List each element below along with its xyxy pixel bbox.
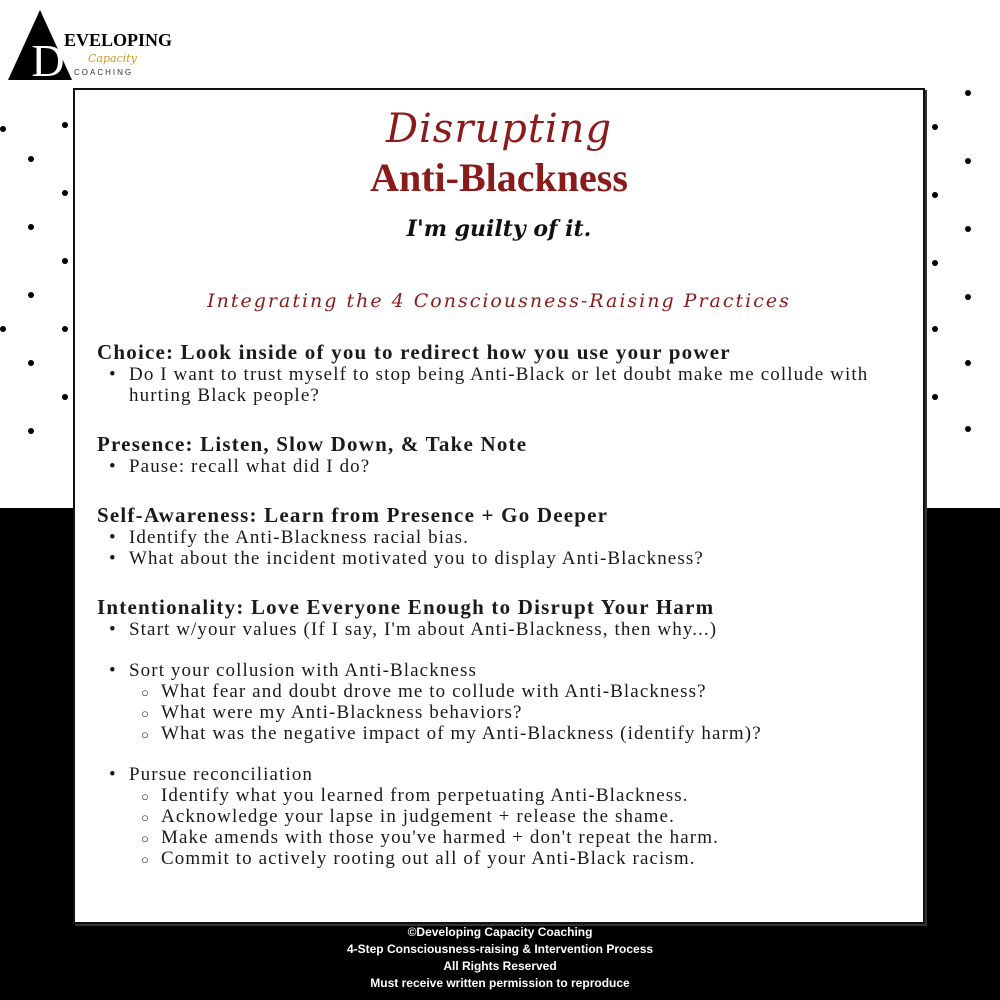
subtitle: Integrating the 4 Consciousness-Raising Practices	[207, 290, 791, 312]
sub-item: ○ What fear and doubt drove me to collude with Anti-Blackness?	[139, 681, 917, 702]
sub-item: ○ Acknowledge your lapse in judgement + release the shame.	[139, 806, 917, 827]
section-heading: Choice: Look inside of you to redirect how you use your power	[97, 340, 731, 364]
tagline: I'm guilty of it.	[406, 216, 592, 242]
title-script: Disrupting	[385, 106, 613, 152]
footer-line: 4-Step Consciousness-raising & Intervention Process	[346, 942, 654, 956]
section-heading: Self-Awareness: Learn from Presence + Go Deeper	[97, 503, 609, 527]
logo-letter: D	[31, 35, 65, 85]
list-item: • Start w/your values (If I say, I'm about Anti-Blackness, then why...)	[107, 619, 917, 640]
list-item	[107, 660, 917, 744]
section-choice	[97, 340, 917, 406]
list-item-text: Sort your collusion with Anti-Blackness	[129, 660, 477, 681]
section-self-awareness	[97, 503, 917, 569]
list-item: • What about the incident motivated you to display Anti-Blackness?	[107, 548, 917, 569]
list-item: • Pause: recall what did I do?	[107, 456, 917, 477]
sub-item: ○ What were my Anti-Blackness behaviors?	[139, 702, 917, 723]
sub-item: ○ Identify what you learned from perpetuating Anti-Blackness.	[139, 785, 917, 806]
developing-capacity-logo	[8, 10, 178, 85]
page-title: Anti-Blackness	[370, 155, 628, 200]
list-item: • Identify the Anti-Blackness racial bias.	[107, 527, 917, 548]
sub-item: ○ What was the negative impact of my Anti-Blackness (identify harm)?	[139, 723, 917, 744]
logo-script: Capacity	[88, 52, 137, 65]
list-item-text: Pursue reconciliation	[129, 764, 314, 785]
footer-line: Must receive written permission to reproduce	[370, 976, 630, 990]
footer-line: All Rights Reserved	[443, 959, 557, 973]
section-presence	[97, 432, 917, 477]
copyright-footer	[0, 924, 1000, 992]
section-heading: Presence: Listen, Slow Down, & Take Note	[97, 432, 528, 456]
footer-line: ©Developing Capacity Coaching	[407, 925, 593, 939]
content-card	[73, 88, 925, 924]
logo-tag: COACHING	[74, 68, 134, 77]
section-intentionality	[97, 595, 917, 869]
list-item: • Do I want to trust myself to stop being Anti-Black or let doubt make me collude with hurting Black people?	[107, 364, 917, 406]
list-item	[107, 764, 917, 869]
sub-item: ○ Commit to actively rooting out all of your Anti-Black racism.	[139, 848, 917, 869]
sub-item: ○ Make amends with those you've harmed + don't repeat the harm.	[139, 827, 917, 848]
practice-list	[97, 340, 917, 895]
logo-name: EVELOPING	[64, 30, 173, 50]
section-heading: Intentionality: Love Everyone Enough to Disrupt Your Harm	[97, 595, 715, 619]
